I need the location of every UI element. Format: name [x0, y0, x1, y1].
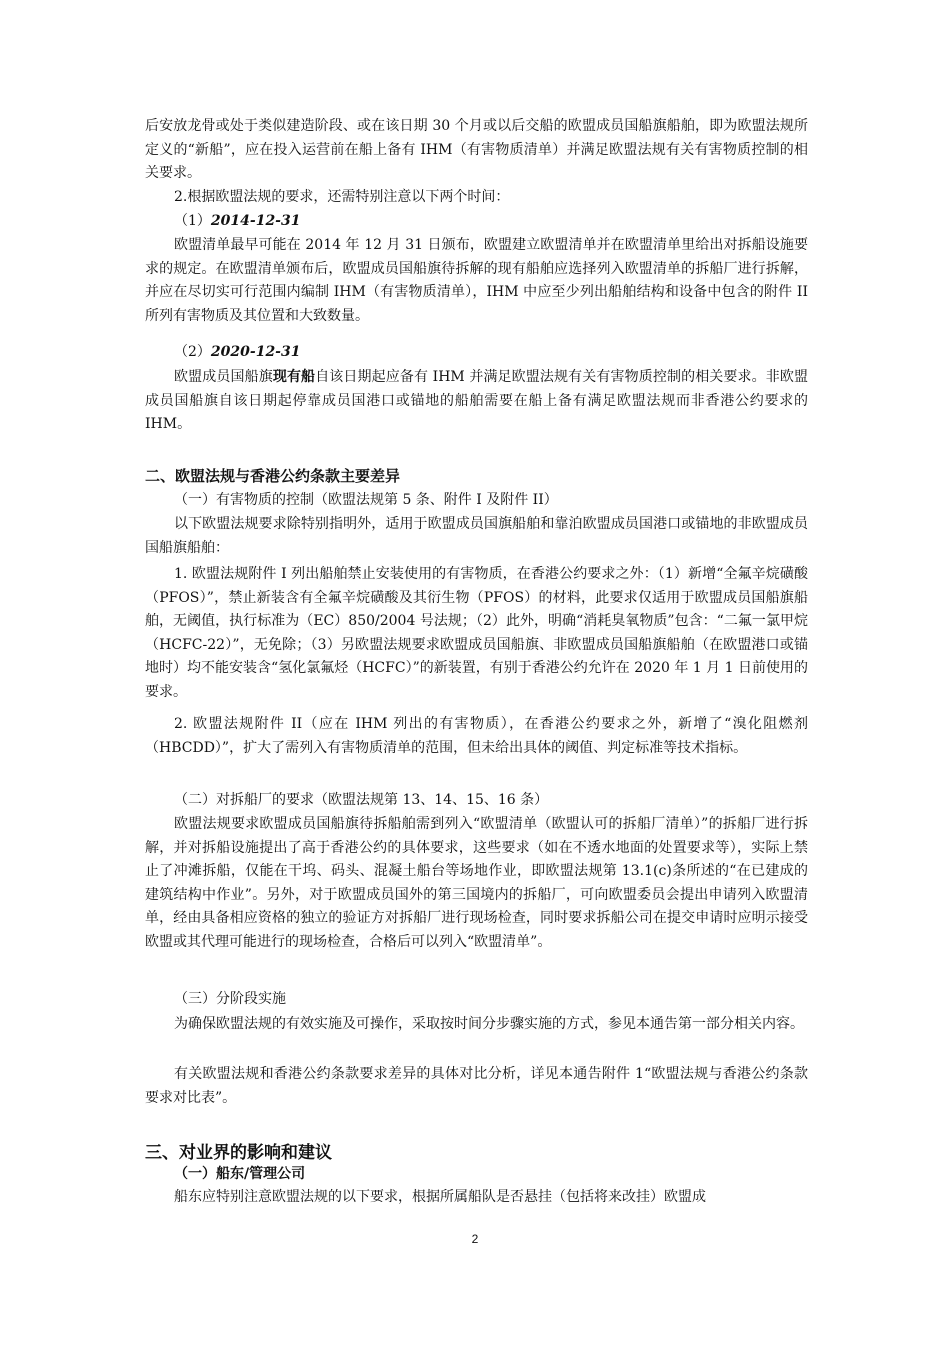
paragraph-new-ship-definition: 后安放龙骨或处于类似建造阶段、或在该日期 30 个月或以后交船的欧盟成员国船旗船舶，即为欧盟法规所定义的“新船”，应在投入运营前在船上备有 IHM（有害物质清单）并满足欧盟法规有关有害物质控制的相关要求。: [145, 118, 808, 181]
paragraph-shipowner: 船东应特别注意欧盟法规的以下要求，根据所属船队是否悬挂（包括将来改挂）欧盟成: [174, 1189, 706, 1205]
date-1-number: （1）: [174, 213, 211, 229]
paragraph-two-dates-intro: 2.根据欧盟法规的要求，还需特别注意以下两个时间：: [174, 189, 510, 205]
date-heading-1: [174, 210, 808, 234]
paragraph-eu-list-publication: 欧盟清单最早可能在 2014 年 12 月 31 日颁布，欧盟建立欧盟清单并在欧盟清单里给出对拆船设施要求的规定。在欧盟清单颁布后，欧盟成员国船旗待拆解的现有船舶应选择列入欧盟清单的拆船厂进行拆解，并应在尽切实可行范围内编制 IHM（有害物质清单），IHM 中应至少列出船舶结构和设备中包含的附件 II 所列有害物质及其位置和大致数量。: [145, 237, 808, 324]
paragraph-annex-i: 1. 欧盟法规附件 I 列出船舶禁止安装使用的有害物质，在香港公约要求之外：（1）新增“全氟辛烷磺酸（PFOS）”，禁止新装含有全氟辛烷磺酸及其衍生物（PFOS）的材料，此要求仅适用于欧盟成员国船旗船舶，无阈值，执行标准为（EC）850/2004 号法规；（2）此外，明确“消耗臭氧物质”包含：“二氟一氯甲烷（HCFC-22）”，无免除；（3）另欧盟法规要求欧盟成员国船旗、非欧盟成员国船旗船舶（在欧盟港口或锚地时）均不能安装含“氢化氯氟烃（HCFC）”的新装置，有别于香港公约允许在 2020 年 1 月 1 日前使用的要求。: [145, 566, 808, 700]
paragraph-ship-recycling-facility: 欧盟法规要求欧盟成员国船旗待拆船舶需到列入“欧盟清单（欧盟认可的拆船厂清单）”的拆船厂进行拆解，并对拆船设施提出了高于香港公约的具体要求，这些要求（如在不透水地面的处置要求等），实际上禁止了冲滩拆船，仅能在干坞、码头、混凝土船台等场地作业，即欧盟法规第 13.1(c)条所述的“在已建成的建筑结构中作业”。另外，对于欧盟成员国外的第三国境内的拆船厂，可向欧盟委员会提出申请列入欧盟清单，经由具备相应资格的独立的验证方对拆船厂进行现场检查，同时要求拆船公司在提交申请时应明示接受欧盟或其代理可能进行的现场检查，合格后可以列入“欧盟清单”。: [145, 816, 808, 950]
section-3-heading: 三、对业界的影响和建议: [145, 1143, 332, 1163]
paragraph-annex-ii: 2. 欧盟法规附件 II（应在 IHM 列出的有害物质），在香港公约要求之外，新增了“溴化阻燃剂（HBCDD）”，扩大了需列入有害物质清单的范围，但未给出具体的阈值、判定标准等技术指标。: [145, 716, 808, 756]
section-2-sub-3: （三）分阶段实施: [174, 991, 286, 1007]
section-3-sub-1: （一）船东/管理公司: [174, 1166, 306, 1182]
paragraph-phased-implementation: 为确保欧盟法规的有效实施及可操作，采取按时间分步骤实施的方式，参见本通告第一部分相关内容。: [174, 1016, 804, 1032]
existing-ship-bold: 现有船: [272, 369, 316, 385]
existing-ship-text-a: 欧盟成员国船旗: [174, 369, 273, 385]
date-2-value: 2020-12-31: [210, 344, 301, 360]
paragraph-comparison-reference: 有关欧盟法规和香港公约条款要求差异的具体对比分析，详见本通告附件 1“欧盟法规与香港公约条款要求对比表”。: [145, 1066, 808, 1106]
date-2-number: （2）: [174, 344, 211, 360]
section-2-sub-1: （一）有害物质的控制（欧盟法规第 5 条、附件 I 及附件 II）: [174, 492, 558, 508]
paragraph-existing-ship-ihm: [145, 366, 808, 437]
page-number: 2: [471, 1232, 479, 1246]
paragraph-applicability: 以下欧盟法规要求除特别指明外，适用于欧盟成员国旗船舶和靠泊欧盟成员国港口或锚地的非欧盟成员国船旗船舶：: [145, 516, 808, 556]
section-2-heading: 二、欧盟法规与香港公约条款主要差异: [145, 467, 401, 485]
section-2-sub-2: （二）对拆船厂的要求（欧盟法规第 13、14、15、16 条）: [174, 792, 549, 808]
existing-ship-text-b: 自该日期起应备有 IHM 并满足欧盟法规有关有害物质控制的相关要求。非欧盟成员国船旗自该日期起停靠成员国港口或锚地的船舶需要在船上备有满足欧盟法规而非香港公约要求的 IHM。: [145, 369, 809, 432]
date-heading-2: [174, 341, 808, 365]
date-1-value: 2014-12-31: [210, 213, 301, 229]
